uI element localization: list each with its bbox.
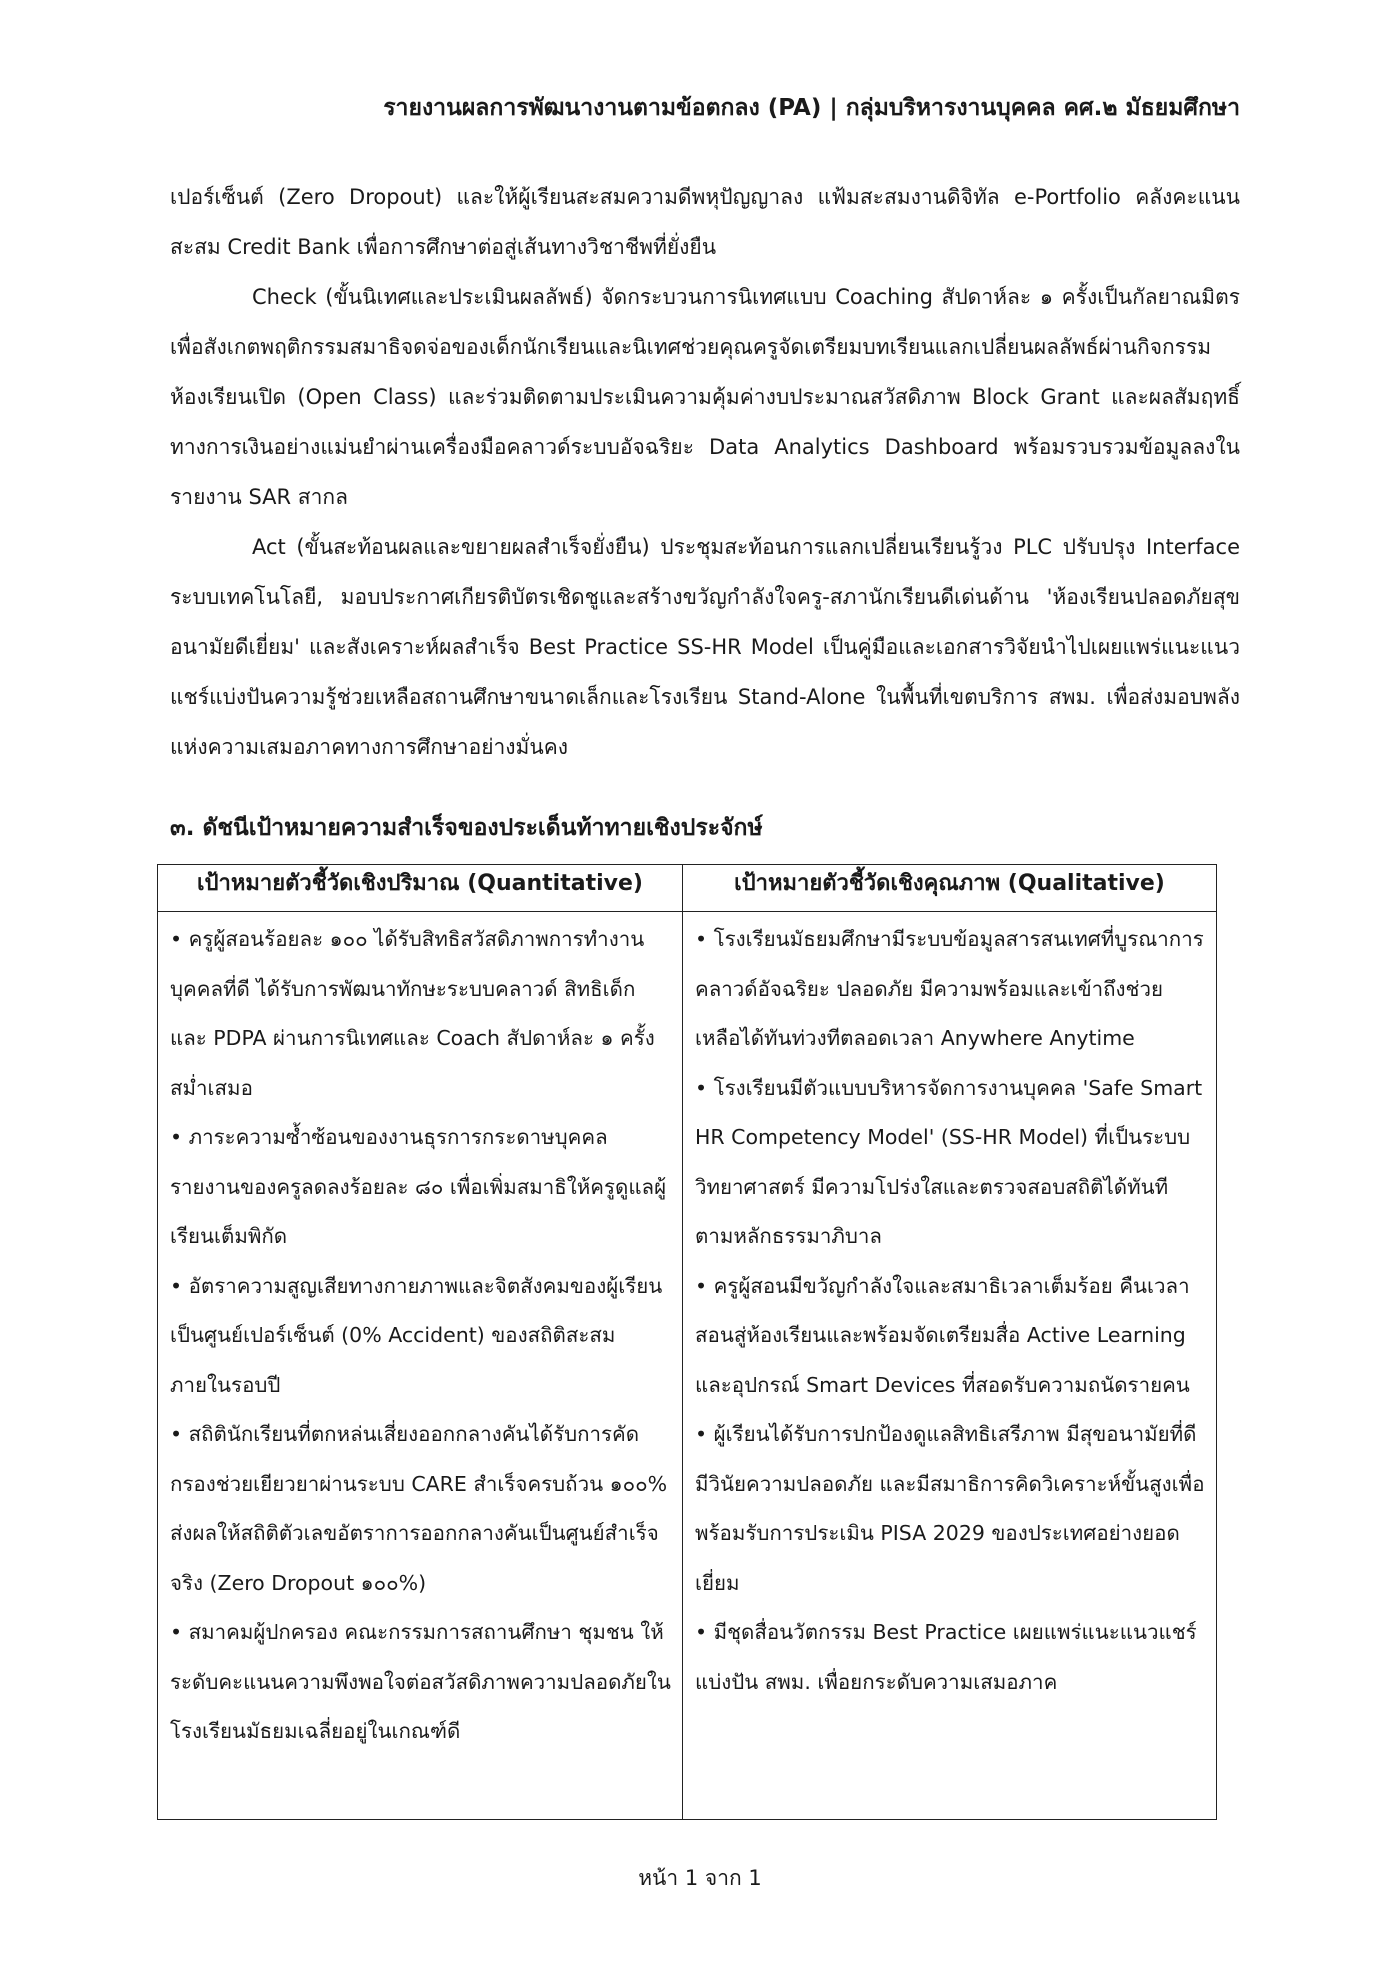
qualitative-item: • มีชุดสื่อนวัตกรรม Best Practice เผยแพร่แนะแนวแชร์แบ่งปัน สพม. เพื่อยกระดับความเสมอภาค bbox=[695, 1620, 1197, 1694]
paragraph-act: Act (ขั้นสะท้อนผลและขยายผลสำเร็จยั่งยืน) ประชุมสะท้อนการแลกเปลี่ยนเรียนรู้วง PLC ปรับปรุง Interface ระบบเทคโนโลยี, มอบประกาศเกียรติบัตรเชิดชูและสร้างขวัญกำลังใจครู-สภานักเรียนดีเด่นด้าน 'ห้องเรียนปลอดภัยสุขอนามัยดีเยี่ยม' และสังเคราะห์ผลสำเร็จ Best Practice SS-HR Model เป็นคู่มือและเอกสารวิจัยนำไปเผยแพร่แนะแนวแชร์แบ่งปันความรู้ช่วยเหลือสถานศึกษาขนาดเล็กและโรงเรียน Stand-Alone ในพื้นที่เขตบริการ สพม. เพื่อส่งมอบพลังแห่งความเสมอภาคทางการศึกษาอย่างมั่นคง bbox=[170, 535, 1240, 759]
qualitative-item: • โรงเรียนมัธยมศึกษามีระบบข้อมูลสารสนเทศที่บูรณาการคลาวด์อัจฉริยะ ปลอดภัย มีความพร้อมและเข้าถึงช่วยเหลือได้ทันท่วงทีตลอดเวลา Anywhere Anytime bbox=[695, 927, 1204, 1050]
quantitative-item: • สถิตินักเรียนที่ตกหล่นเสี่ยงออกกลางคันได้รับการคัดกรองช่วยเยียวยาผ่านระบบ CARE สำเร็จครบถ้วน ๑๐๐% ส่งผลให้สถิติตัวเลขอัตราการออกกลางคันเป็นศูนย์สำเร็จจริง (Zero Dropout ๑๐๐%) bbox=[170, 1422, 668, 1595]
table-row bbox=[158, 912, 1217, 1820]
header-quantitative: เป้าหมายตัวชี้วัดเชิงปริมาณ (Quantitative) bbox=[158, 865, 683, 912]
qualitative-cell bbox=[683, 912, 1217, 1820]
quantitative-item: • ภาระความซ้ำซ้อนของงานธุรการกระดาษบุคคลรายงานของครูลดลงร้อยละ ๘๐ เพื่อเพิ่มสมาธิให้ครูดูแลผู้เรียนเต็มพิกัด bbox=[170, 1125, 667, 1248]
quantitative-item: • สมาคมผู้ปกครอง คณะกรรมการสถานศึกษา ชุมชน ให้ระดับคะแนนความพึงพอใจต่อสวัสดิภาพความปลอดภัยในโรงเรียนมัธยมเฉลี่ยอยู่ในเกณฑ์ดี bbox=[170, 1620, 671, 1743]
page-number: หน้า 1 จาก 1 bbox=[638, 1866, 762, 1890]
quantitative-item: • ครูผู้สอนร้อยละ ๑๐๐ ได้รับสิทธิสวัสดิภาพการทำงานบุคคลที่ดี ได้รับการพัฒนาทักษะระบบคลาวด์ สิทธิเด็ก และ PDPA ผ่านการนิเทศและ Coach สัปดาห์ละ ๑ ครั้งสม่ำเสมอ bbox=[170, 927, 655, 1100]
qualitative-item: • ผู้เรียนได้รับการปกป้องดูแลสิทธิเสรีภาพ มีสุขอนามัยที่ดี มีวินัยความปลอดภัย และมีสมาธิการคิดวิเคราะห์ขั้นสูงเพื่อพร้อมรับการประเมิน PISA 2029 ของประเทศอย่างยอดเยี่ยม bbox=[695, 1422, 1205, 1595]
indicator-table bbox=[157, 864, 1217, 1820]
header-qualitative: เป้าหมายตัวชี้วัดเชิงคุณภาพ (Qualitative) bbox=[683, 865, 1217, 912]
qualitative-item: • ครูผู้สอนมีขวัญกำลังใจและสมาธิเวลาเต็มร้อย คืนเวลาสอนสู่ห้องเรียนและพร้อมจัดเตรียมสื่อ Active Learning และอุปกรณ์ Smart Devices ที่สอดรับความถนัดรายคน bbox=[695, 1273, 1190, 1397]
qualitative-item: • โรงเรียนมีตัวแบบบริหารจัดการงานบุคคล 'Safe Smart HR Competency Model' (SS-HR Model) ที่เป็นระบบวิทยาศาสตร์ มีความโปร่งใสและตรวจสอบสถิติได้ทันทีตามหลักธรรมาภิบาล bbox=[695, 1075, 1203, 1248]
section-heading: ๓. ดัชนีเป้าหมายความสำเร็จของประเด็นท้าทายเชิงประจักษ์ bbox=[170, 815, 763, 841]
table-header-row bbox=[158, 865, 1217, 912]
paragraph-continuation: เปอร์เซ็นต์ (Zero Dropout) และให้ผู้เรียนสะสมความดีพหุปัญญาลง แฟ้มสะสมงานดิจิทัล e-Portfolio คลังคะแนนสะสม Credit Bank เพื่อการศึกษาต่อสู่เส้นทางวิชาชีพที่ยั่งยืน bbox=[170, 185, 1240, 259]
quantitative-item: • อัตราความสูญเสียทางกายภาพและจิตสังคมของผู้เรียนเป็นศูนย์เปอร์เซ็นต์ (0% Accident) ของสถิติสะสมภายในรอบปี bbox=[170, 1273, 663, 1397]
quantitative-cell bbox=[158, 912, 683, 1820]
page-header: รายงานผลการพัฒนางานตามข้อตกลง (PA) | กลุ่มบริหารงานบุคคล คศ.๒ มัธยมศึกษา bbox=[383, 95, 1240, 121]
body-text bbox=[170, 172, 1240, 772]
paragraph-check: Check (ขั้นนิเทศและประเมินผลลัพธ์) จัดกระบวนการนิเทศแบบ Coaching สัปดาห์ละ ๑ ครั้งเป็นกัลยาณมิตรเพื่อสังเกตพฤติกรรมสมาธิจดจ่อของเด็กนักเรียนและนิเทศช่วยคุณครูจัดเตรียมบทเรียนแลกเปลี่ยนผลลัพธ์ผ่านกิจกรรมห้องเรียนเปิด (Open Class) และร่วมติดตามประเมินความคุ้มค่างบประมาณสวัสดิภาพ Block Grant และผลสัมฤทธิ์ทางการเงินอย่างแม่นยำผ่านเครื่องมือคลาวด์ระบบอัจฉริยะ Data Analytics Dashboard พร้อมรวบรวมข้อมูลลงในรายงาน SAR สากล bbox=[170, 285, 1240, 509]
